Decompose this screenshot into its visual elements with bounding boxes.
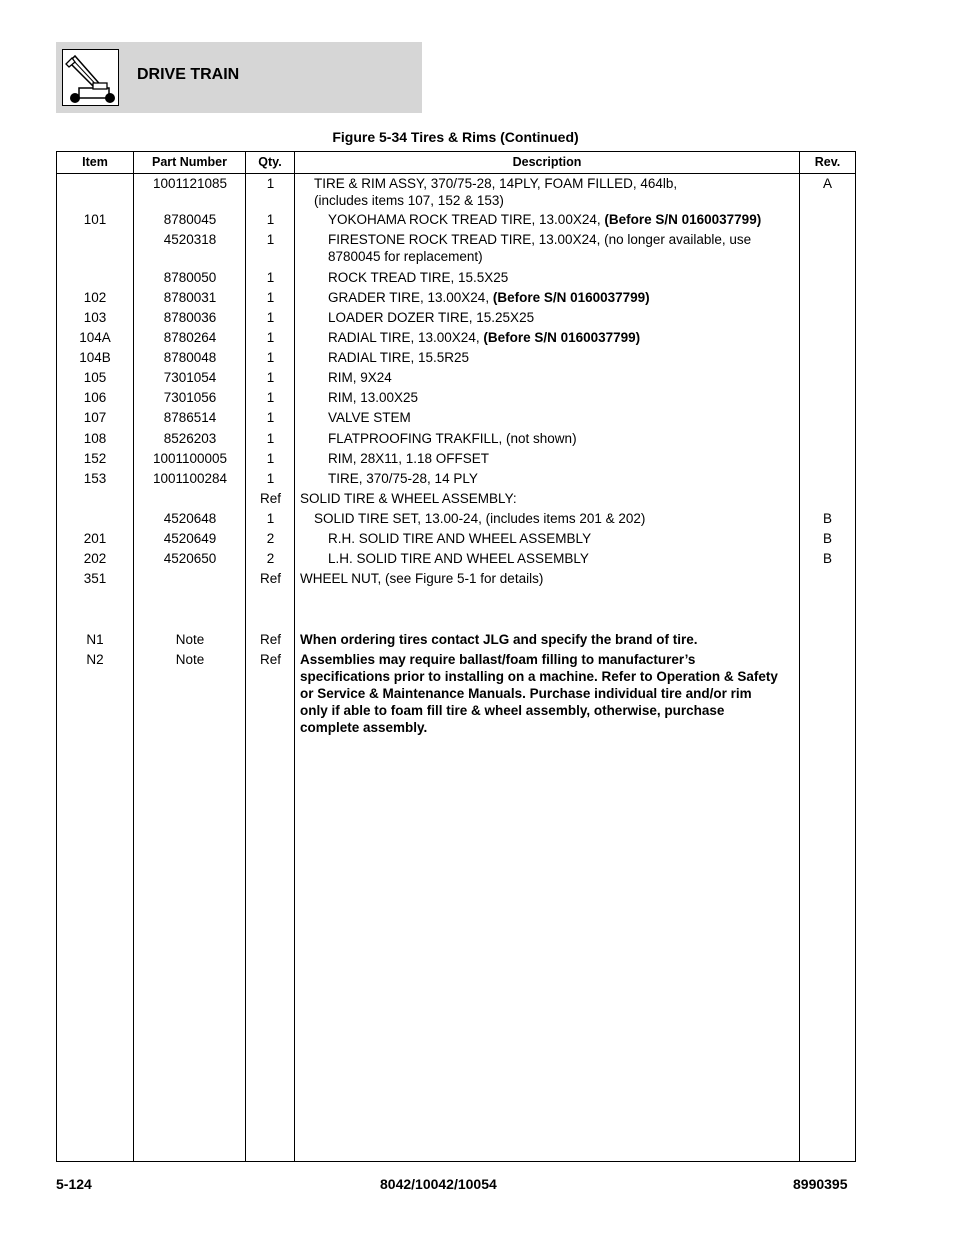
item-cell: 108: [83, 431, 107, 446]
description-serial-note: (Before S/N 0160037799): [604, 212, 762, 227]
item-cell: N2: [86, 652, 104, 667]
figure-title: Figure 5-34 Tires & Rims (Continued): [332, 129, 579, 145]
item-cell: 106: [83, 390, 107, 405]
description-cell: L.H. SOLID TIRE AND WHEEL ASSEMBLY: [328, 551, 589, 566]
qty-cell: 1: [266, 330, 275, 345]
qty-cell: 1: [266, 290, 275, 305]
part-number-cell: 8780264: [163, 330, 217, 345]
description-cell: [328, 231, 751, 265]
description-cell: [314, 175, 677, 209]
page-number: 5-124: [56, 1176, 92, 1192]
item-cell: 202: [83, 551, 107, 566]
qty-cell: 1: [266, 511, 275, 526]
section-title: DRIVE TRAIN: [137, 66, 240, 83]
qty-cell: 1: [266, 310, 275, 325]
qty-cell: 1: [266, 410, 275, 425]
note-line: or Service & Maintenance Manuals. Purchase individual tire and/or rim: [300, 686, 752, 701]
part-number-cell: 1001121085: [152, 176, 228, 191]
model-numbers: 8042/10042/10054: [380, 1176, 497, 1192]
description-text: RADIAL TIRE, 13.00X24,: [328, 330, 484, 345]
rev-cell: B: [822, 511, 832, 526]
qty-cell: 1: [266, 350, 275, 365]
note-line: Assemblies may require ballast/foam filling to manufacturer’s: [300, 652, 696, 667]
description-text-continued: 8780045 for replacement): [328, 249, 483, 264]
part-number-cell: 7301056: [163, 390, 217, 405]
part-number-cell: 8780048: [163, 350, 217, 365]
header-description: Description: [512, 155, 582, 169]
part-number-cell: 4520649: [163, 531, 217, 546]
qty-cell: 1: [266, 431, 275, 446]
qty-cell: 1: [266, 471, 275, 486]
description-cell: WHEEL NUT, (see Figure 5-1 for details): [300, 571, 544, 586]
part-number-cell: 4520648: [163, 511, 217, 526]
qty-cell: 1: [266, 370, 275, 385]
item-cell: 201: [83, 531, 107, 546]
part-number-cell: 1001100284: [152, 471, 228, 486]
description-cell: ROCK TREAD TIRE, 15.5X25: [328, 270, 509, 285]
description-text: FIRESTONE ROCK TREAD TIRE, 13.00X24, (no longer available, use: [328, 232, 752, 247]
description-cell: RIM, 13.00X25: [328, 390, 419, 405]
item-cell: 107: [83, 410, 107, 425]
rev-cell: B: [822, 551, 832, 566]
item-cell: 103: [83, 310, 107, 325]
item-cell: 153: [83, 471, 107, 486]
note-line: only if able to foam fill tire & wheel assembly, otherwise, purchase: [300, 703, 725, 718]
header-qty: Qty.: [258, 155, 282, 169]
item-cell: 152: [83, 451, 107, 466]
header-rev: Rev.: [814, 155, 841, 169]
description-serial-note: (Before S/N 0160037799): [483, 330, 641, 345]
description-cell: SOLID TIRE SET, 13.00-24, (includes items 201 & 202): [314, 511, 646, 526]
item-cell: N1: [86, 632, 104, 647]
header-item: Item: [82, 155, 108, 169]
qty-cell: 2: [266, 531, 275, 546]
document-number: 8990395: [793, 1176, 848, 1192]
part-number-cell: 7301054: [163, 370, 217, 385]
item-cell: 104B: [79, 350, 111, 365]
note-text: When ordering tires contact JLG and specify the brand of tire.: [300, 632, 698, 647]
item-cell: 101: [83, 212, 107, 227]
part-number-cell: 8780031: [163, 290, 217, 305]
description-cell: [328, 211, 761, 228]
column-divider: [799, 152, 800, 1161]
note-text: [300, 651, 778, 736]
description-text: YOKOHAMA ROCK TREAD TIRE, 13.00X24,: [328, 212, 605, 227]
qty-cell: 2: [266, 551, 275, 566]
description-cell: TIRE, 370/75-28, 14 PLY: [328, 471, 478, 486]
item-cell: 102: [83, 290, 107, 305]
description-serial-note: (Before S/N 0160037799): [492, 290, 650, 305]
description-cell: [328, 329, 640, 346]
description-cell: LOADER DOZER TIRE, 15.25X25: [328, 310, 535, 325]
qty-cell: 1: [266, 270, 275, 285]
part-number-cell: 1001100005: [152, 451, 228, 466]
note-line: complete assembly.: [300, 720, 428, 735]
qty-cell: 1: [266, 451, 275, 466]
part-number-cell: 4520650: [163, 551, 217, 566]
part-number-cell: 8780050: [163, 270, 217, 285]
description-text-continued: (includes items 107, 152 & 153): [314, 193, 504, 208]
qty-cell: 1: [266, 232, 275, 247]
description-cell: SOLID TIRE & WHEEL ASSEMBLY:: [300, 491, 517, 506]
note-line: specifications prior to installing on a machine. Refer to Operation & Safety: [300, 669, 778, 684]
description-text: TIRE & RIM ASSY, 370/75-28, 14PLY, FOAM FILLED, 464lb,: [314, 176, 678, 191]
qty-cell: Ref: [259, 632, 281, 647]
qty-cell: Ref: [259, 571, 281, 586]
description-cell: VALVE STEM: [328, 410, 411, 425]
part-number-cell: 8780036: [163, 310, 217, 325]
description-text: GRADER TIRE, 13.00X24,: [328, 290, 493, 305]
section-header: [56, 42, 422, 113]
item-cell: 104A: [79, 330, 111, 345]
part-number-cell: 8526203: [163, 431, 217, 446]
qty-cell: 1: [266, 176, 275, 191]
header-divider: [57, 173, 855, 174]
description-cell: RIM, 28X11, 1.18 OFFSET: [328, 451, 490, 466]
part-number-cell: 8786514: [163, 410, 217, 425]
header-part-number: Part Number: [151, 155, 228, 169]
item-cell: 105: [83, 370, 107, 385]
parts-table: [56, 151, 856, 1162]
part-number-cell: Note: [175, 632, 205, 647]
description-cell: RIM, 9X24: [328, 370, 392, 385]
rev-cell: A: [822, 176, 832, 191]
part-number-cell: 4520318: [163, 232, 217, 247]
item-cell: 351: [83, 571, 107, 586]
qty-cell: Ref: [259, 652, 281, 667]
rev-cell: B: [822, 531, 832, 546]
qty-cell: 1: [266, 212, 275, 227]
description-cell: RADIAL TIRE, 15.5R25: [328, 350, 470, 365]
part-number-cell: Note: [175, 652, 205, 667]
qty-cell: 1: [266, 390, 275, 405]
qty-cell: Ref: [259, 491, 281, 506]
description-cell: FLATPROOFING TRAKFILL, (not shown): [328, 431, 577, 446]
description-cell: R.H. SOLID TIRE AND WHEEL ASSEMBLY: [328, 531, 592, 546]
part-number-cell: 8780045: [163, 212, 217, 227]
boom-lift-icon: [62, 49, 119, 106]
description-cell: [328, 289, 650, 306]
